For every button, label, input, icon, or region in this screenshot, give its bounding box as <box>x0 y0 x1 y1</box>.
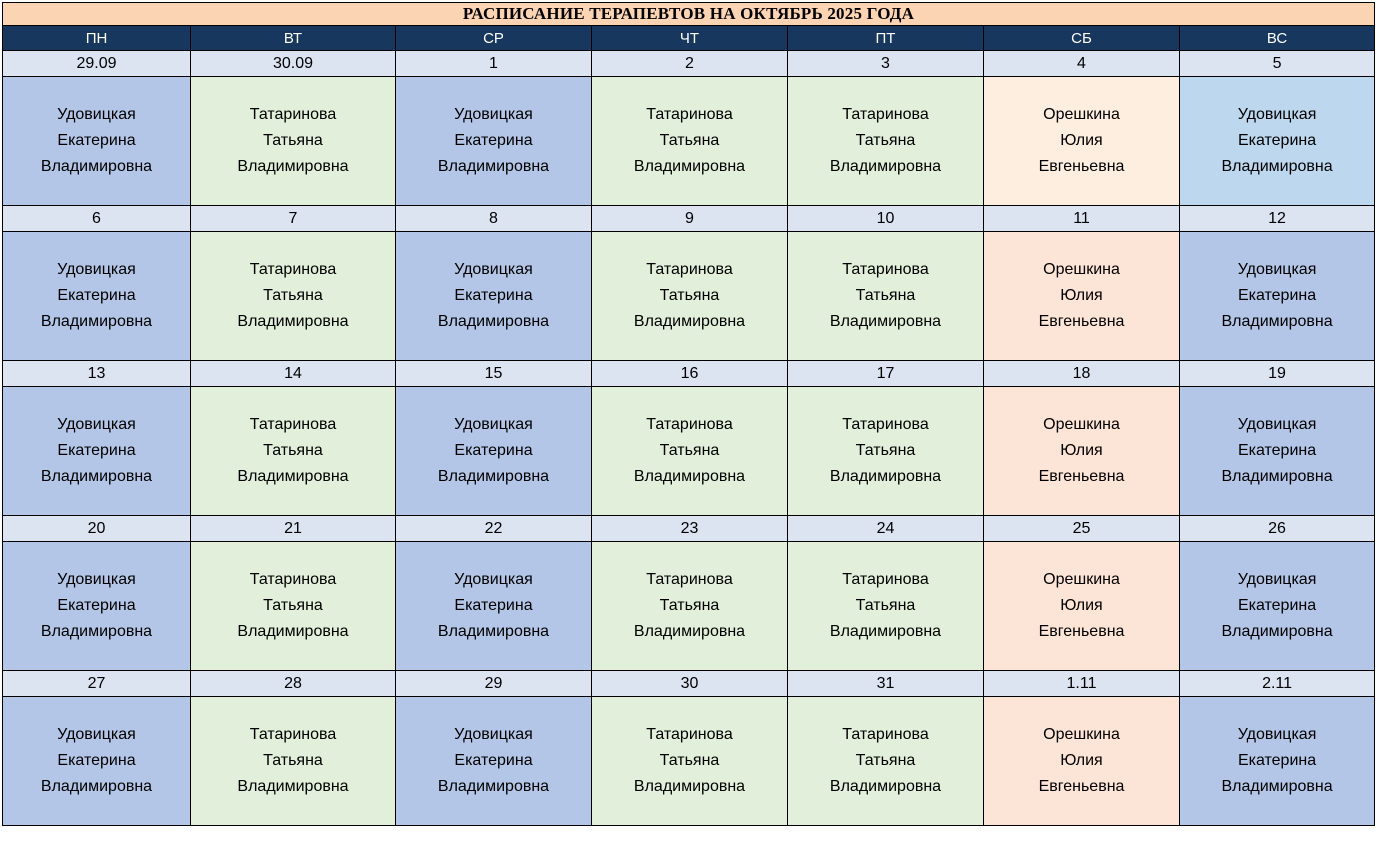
therapist-cell <box>592 77 788 206</box>
week-therapist-row <box>3 542 1375 671</box>
therapist-surname: Татаринова <box>249 261 337 278</box>
therapist-first-name: Татьяна <box>855 287 916 304</box>
date-cell: 20 <box>3 516 191 542</box>
therapist-first-name: Екатерина <box>57 132 136 149</box>
therapist-surname: Удовицкая <box>1237 416 1317 433</box>
therapist-patronymic: Владимировна <box>40 778 153 795</box>
date-cell: 24 <box>788 516 984 542</box>
therapist-first-name: Татьяна <box>263 287 323 304</box>
therapist-patronymic: Владимировна <box>633 623 746 640</box>
therapist-cell <box>592 697 788 826</box>
date-cell: 30 <box>592 671 788 697</box>
therapist-patronymic: Евгеньевна <box>1038 313 1125 330</box>
therapist-first-name: Юлия <box>1060 287 1103 304</box>
date-cell: 11 <box>984 206 1180 232</box>
therapist-cell <box>396 387 592 516</box>
date-cell: 6 <box>3 206 191 232</box>
therapist-cell <box>592 542 788 671</box>
date-cell: 30.09 <box>191 51 396 77</box>
therapist-patronymic: Владимировна <box>633 778 746 795</box>
therapist-patronymic: Владимировна <box>1221 623 1333 640</box>
dow-tue: ВТ <box>191 26 396 51</box>
date-cell: 31 <box>788 671 984 697</box>
date-cell: 21 <box>191 516 396 542</box>
week-therapist-row <box>3 697 1375 826</box>
therapist-surname: Удовицкая <box>57 106 136 123</box>
therapist-surname: Татаринова <box>646 261 733 278</box>
therapist-cell <box>984 542 1180 671</box>
therapist-surname: Татаринова <box>646 571 733 588</box>
therapist-first-name: Юлия <box>1060 752 1103 769</box>
therapist-surname: Татаринова <box>842 726 929 743</box>
therapist-cell <box>191 542 396 671</box>
date-cell: 12 <box>1180 206 1375 232</box>
dow-mon: ПН <box>3 26 191 51</box>
therapist-patronymic: Владимировна <box>437 313 550 330</box>
therapist-cell <box>191 387 396 516</box>
therapist-first-name: Татьяна <box>263 752 323 769</box>
therapist-cell <box>788 697 984 826</box>
therapist-surname: Удовицкая <box>1237 106 1317 123</box>
week-date-row <box>3 671 1375 697</box>
therapist-surname: Татаринова <box>842 106 929 123</box>
schedule-body <box>3 3 1375 826</box>
therapist-first-name: Татьяна <box>659 442 720 459</box>
therapist-patronymic: Евгеньевна <box>1038 778 1125 795</box>
dow-thu: ЧТ <box>592 26 788 51</box>
date-cell: 1 <box>396 51 592 77</box>
week-date-row <box>3 206 1375 232</box>
date-cell: 1.11 <box>984 671 1180 697</box>
therapist-first-name: Татьяна <box>659 287 720 304</box>
therapist-cell <box>396 77 592 206</box>
therapist-surname: Татаринова <box>249 106 337 123</box>
therapist-first-name: Екатерина <box>1237 287 1317 304</box>
therapist-first-name: Татьяна <box>855 442 916 459</box>
dow-fri: ПТ <box>788 26 984 51</box>
therapist-first-name: Екатерина <box>57 752 136 769</box>
therapist-surname: Удовицкая <box>454 106 533 123</box>
therapist-patronymic: Владимировна <box>40 313 153 330</box>
therapist-first-name: Юлия <box>1060 597 1103 614</box>
therapist-first-name: Татьяна <box>263 442 323 459</box>
therapist-first-name: Татьяна <box>855 752 916 769</box>
therapist-cell <box>1180 697 1375 826</box>
therapist-patronymic: Владимировна <box>633 313 746 330</box>
date-cell: 4 <box>984 51 1180 77</box>
therapist-first-name: Татьяна <box>659 132 720 149</box>
therapist-patronymic: Владимировна <box>829 778 942 795</box>
date-cell: 17 <box>788 361 984 387</box>
week-therapist-row <box>3 387 1375 516</box>
therapist-first-name: Юлия <box>1060 442 1103 459</box>
date-cell: 3 <box>788 51 984 77</box>
therapist-patronymic: Владимировна <box>633 158 746 175</box>
date-cell: 14 <box>191 361 396 387</box>
therapist-patronymic: Владимировна <box>1221 158 1333 175</box>
week-therapist-row <box>3 232 1375 361</box>
date-cell: 13 <box>3 361 191 387</box>
date-cell: 29.09 <box>3 51 191 77</box>
week-date-row <box>3 361 1375 387</box>
therapist-cell <box>3 387 191 516</box>
therapist-surname: Удовицкая <box>57 726 136 743</box>
therapist-cell <box>396 542 592 671</box>
therapist-surname: Удовицкая <box>57 571 136 588</box>
date-cell: 7 <box>191 206 396 232</box>
therapist-first-name: Татьяна <box>855 597 916 614</box>
therapist-first-name: Екатерина <box>1237 132 1317 149</box>
dow-wed: СР <box>396 26 592 51</box>
therapist-surname: Татаринова <box>646 416 733 433</box>
therapist-surname: Удовицкая <box>1237 726 1317 743</box>
schedule-title: РАСПИСАНИЕ ТЕРАПЕВТОВ НА ОКТЯБРЬ 2025 ГОДА <box>3 3 1375 26</box>
date-cell: 28 <box>191 671 396 697</box>
date-cell: 22 <box>396 516 592 542</box>
dow-sat: СБ <box>984 26 1180 51</box>
therapist-patronymic: Евгеньевна <box>1038 623 1125 640</box>
therapist-patronymic: Владимировна <box>40 468 153 485</box>
therapist-patronymic: Владимировна <box>237 313 349 330</box>
therapist-surname: Удовицкая <box>454 416 533 433</box>
therapist-surname: Орешкина <box>1043 106 1120 123</box>
dow-sun: ВС <box>1180 26 1375 51</box>
therapist-cell <box>191 232 396 361</box>
therapist-cell <box>3 77 191 206</box>
therapist-first-name: Екатерина <box>454 597 533 614</box>
therapist-first-name: Юлия <box>1060 132 1103 149</box>
therapist-first-name: Татьяна <box>263 597 323 614</box>
date-cell: 2 <box>592 51 788 77</box>
week-therapist-row <box>3 77 1375 206</box>
therapist-surname: Орешкина <box>1043 726 1120 743</box>
therapist-surname: Удовицкая <box>1237 571 1317 588</box>
therapist-patronymic: Владимировна <box>437 468 550 485</box>
date-cell: 23 <box>592 516 788 542</box>
therapist-first-name: Екатерина <box>1237 752 1317 769</box>
therapist-cell <box>788 232 984 361</box>
therapist-patronymic: Владимировна <box>437 158 550 175</box>
therapist-patronymic: Владимировна <box>1221 313 1333 330</box>
therapist-patronymic: Владимировна <box>437 623 550 640</box>
therapist-first-name: Татьяна <box>659 752 720 769</box>
therapist-cell <box>396 697 592 826</box>
therapist-cell <box>3 232 191 361</box>
therapist-cell <box>191 77 396 206</box>
therapist-patronymic: Владимировна <box>1221 468 1333 485</box>
therapist-first-name: Татьяна <box>263 132 323 149</box>
therapist-surname: Татаринова <box>842 571 929 588</box>
therapist-patronymic: Владимировна <box>40 623 153 640</box>
therapist-first-name: Татьяна <box>855 132 916 149</box>
therapist-cell <box>592 232 788 361</box>
therapist-cell <box>1180 387 1375 516</box>
therapist-first-name: Екатерина <box>57 597 136 614</box>
therapist-first-name: Екатерина <box>57 442 136 459</box>
week-date-row <box>3 51 1375 77</box>
date-cell: 16 <box>592 361 788 387</box>
therapist-patronymic: Владимировна <box>829 158 942 175</box>
therapist-patronymic: Владимировна <box>829 313 942 330</box>
therapist-patronymic: Владимировна <box>829 623 942 640</box>
therapist-surname: Татаринова <box>646 726 733 743</box>
date-cell: 2.11 <box>1180 671 1375 697</box>
therapist-surname: Татаринова <box>249 416 337 433</box>
therapist-patronymic: Евгеньевна <box>1038 158 1125 175</box>
date-cell: 10 <box>788 206 984 232</box>
therapist-cell <box>788 542 984 671</box>
therapist-patronymic: Владимировна <box>437 778 550 795</box>
therapist-cell <box>1180 542 1375 671</box>
therapist-cell <box>788 77 984 206</box>
date-cell: 19 <box>1180 361 1375 387</box>
title-row <box>3 3 1375 26</box>
therapist-first-name: Екатерина <box>454 287 533 304</box>
therapist-surname: Орешкина <box>1043 261 1120 278</box>
schedule-table <box>2 2 1375 826</box>
therapist-surname: Татаринова <box>842 261 929 278</box>
therapist-cell <box>396 232 592 361</box>
therapist-surname: Удовицкая <box>454 571 533 588</box>
therapist-first-name: Екатерина <box>1237 597 1317 614</box>
date-cell: 26 <box>1180 516 1375 542</box>
therapist-surname: Татаринова <box>842 416 929 433</box>
therapist-surname: Татаринова <box>249 571 337 588</box>
therapist-surname: Орешкина <box>1043 571 1120 588</box>
therapist-first-name: Татьяна <box>659 597 720 614</box>
date-cell: 29 <box>396 671 592 697</box>
therapist-cell <box>984 232 1180 361</box>
therapist-cell <box>1180 77 1375 206</box>
therapist-surname: Удовицкая <box>1237 261 1317 278</box>
date-cell: 27 <box>3 671 191 697</box>
therapist-patronymic: Владимировна <box>829 468 942 485</box>
therapist-first-name: Екатерина <box>454 132 533 149</box>
therapist-surname: Татаринова <box>646 106 733 123</box>
date-cell: 25 <box>984 516 1180 542</box>
therapist-patronymic: Владимировна <box>633 468 746 485</box>
therapist-patronymic: Евгеньевна <box>1038 468 1125 485</box>
therapist-cell <box>1180 232 1375 361</box>
date-cell: 8 <box>396 206 592 232</box>
date-cell: 18 <box>984 361 1180 387</box>
therapist-cell <box>984 387 1180 516</box>
therapist-first-name: Екатерина <box>454 442 533 459</box>
therapist-patronymic: Владимировна <box>1221 778 1333 795</box>
therapist-patronymic: Владимировна <box>237 158 349 175</box>
therapist-first-name: Екатерина <box>454 752 533 769</box>
therapist-surname: Удовицкая <box>454 726 533 743</box>
therapist-patronymic: Владимировна <box>237 778 349 795</box>
therapist-cell <box>3 697 191 826</box>
therapist-cell <box>788 387 984 516</box>
therapist-cell <box>984 697 1180 826</box>
therapist-surname: Удовицкая <box>57 261 136 278</box>
therapist-surname: Орешкина <box>1043 416 1120 433</box>
therapist-cell <box>984 77 1180 206</box>
therapist-patronymic: Владимировна <box>237 468 349 485</box>
therapist-surname: Удовицкая <box>57 416 136 433</box>
therapist-cell <box>191 697 396 826</box>
therapist-surname: Татаринова <box>249 726 337 743</box>
therapist-first-name: Екатерина <box>57 287 136 304</box>
date-cell: 9 <box>592 206 788 232</box>
day-of-week-row <box>3 26 1375 51</box>
date-cell: 15 <box>396 361 592 387</box>
therapist-patronymic: Владимировна <box>237 623 349 640</box>
therapist-patronymic: Владимировна <box>40 158 153 175</box>
therapist-first-name: Екатерина <box>1237 442 1317 459</box>
date-cell: 5 <box>1180 51 1375 77</box>
therapist-surname: Удовицкая <box>454 261 533 278</box>
week-date-row <box>3 516 1375 542</box>
therapist-cell <box>592 387 788 516</box>
therapist-cell <box>3 542 191 671</box>
